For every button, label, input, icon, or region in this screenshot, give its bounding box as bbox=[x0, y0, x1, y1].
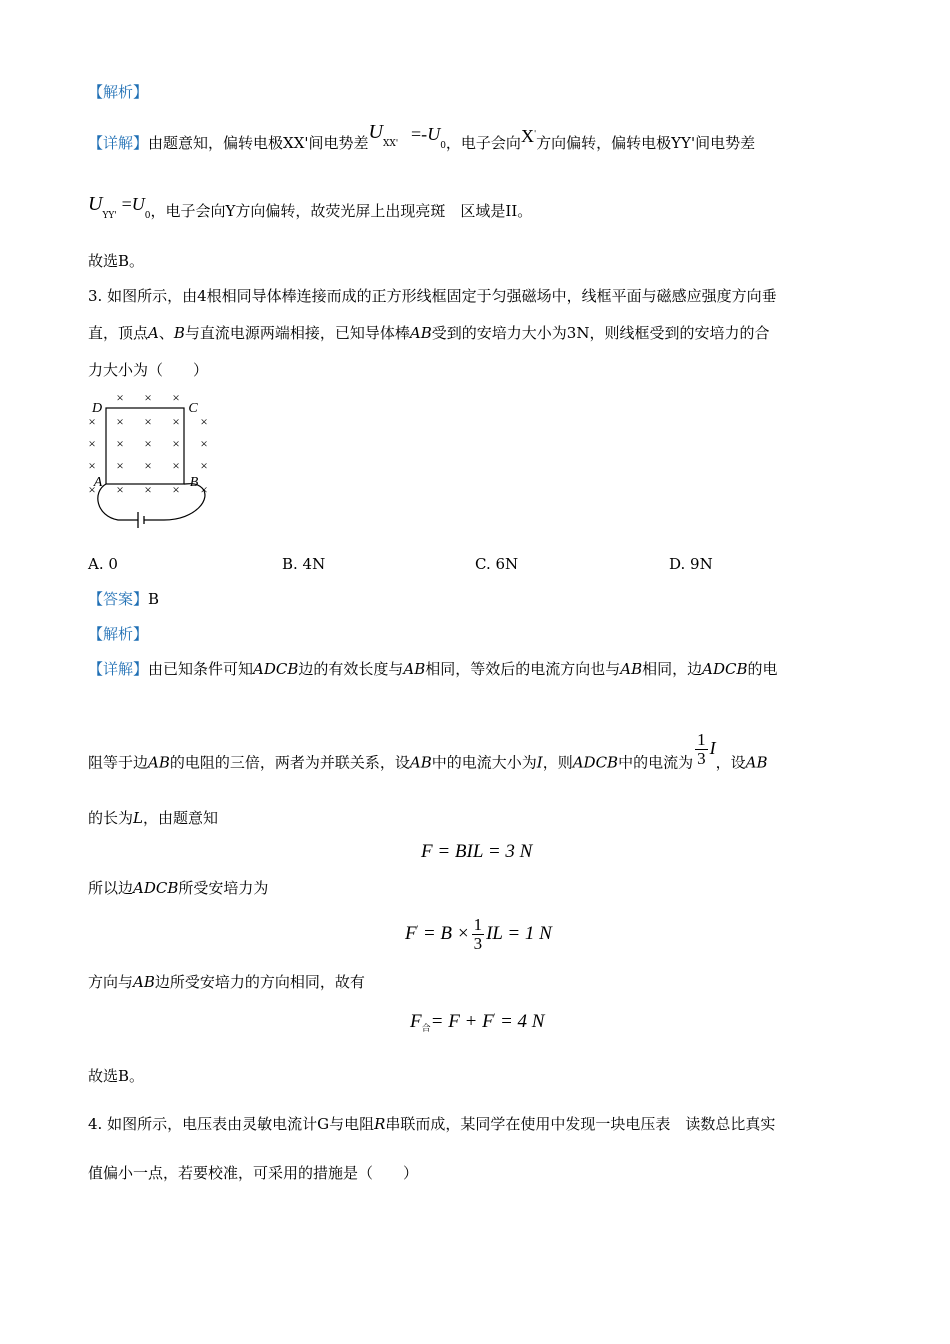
q3-detail-line2 bbox=[88, 730, 768, 782]
q2-detail-text: ，电子会向Y方向偏转，故荧光屏上出现亮斑 区域是II。 bbox=[150, 202, 533, 220]
q3-stem-line2 bbox=[88, 323, 769, 343]
text: = B × bbox=[422, 922, 470, 944]
text: 相同，边 bbox=[642, 660, 703, 678]
text: I bbox=[709, 737, 716, 758]
equation-2 bbox=[405, 916, 552, 953]
field-cross: × bbox=[200, 436, 208, 451]
option-b: B. 4N bbox=[282, 555, 326, 573]
math-sub: 0 bbox=[440, 141, 446, 151]
label-C: C bbox=[188, 401, 198, 416]
text: 直，顶点 bbox=[88, 324, 149, 342]
text: 串联而成，某同学在使用中发现一块电压表 读数总比真实 bbox=[385, 1115, 776, 1133]
text: 所受安培力为 bbox=[178, 879, 269, 897]
field-cross: × bbox=[116, 390, 124, 405]
text: 中的电流大小为 bbox=[431, 753, 537, 772]
text: 所以边 bbox=[88, 879, 134, 897]
field-cross: × bbox=[88, 458, 96, 473]
text: 由已知条件可知 bbox=[148, 660, 254, 678]
text: 、 bbox=[158, 324, 174, 342]
fraction-one-third bbox=[695, 731, 708, 768]
text: 的电阻的三倍，两者为并联关系，设 bbox=[169, 753, 410, 772]
math-sub: XX' bbox=[382, 139, 399, 149]
field-cross: × bbox=[200, 482, 208, 497]
field-cross: × bbox=[144, 414, 152, 429]
text: ADCB bbox=[702, 660, 748, 678]
text: L bbox=[133, 809, 143, 827]
text: 与直流电源两端相接，已知导体棒 bbox=[184, 324, 410, 342]
text: ADCB bbox=[253, 660, 299, 678]
q3-stem-line1: 3. 如图所示，由4根相同导体棒连接而成的正方形线框固定于匀强磁场中，线框平面与磁感应强度方向垂 bbox=[88, 287, 777, 305]
label-A: A bbox=[93, 475, 103, 490]
field-cross: × bbox=[116, 436, 124, 451]
field-cross: × bbox=[144, 436, 152, 451]
text: 方向与 bbox=[88, 973, 134, 991]
text: I bbox=[536, 753, 543, 772]
text: ADCB bbox=[572, 753, 619, 772]
q3-stem-line3: 力大小为（ ） bbox=[88, 361, 209, 379]
q2-detail-line1 bbox=[88, 121, 756, 160]
q3-detail-line3 bbox=[88, 808, 218, 828]
text: ' bbox=[493, 1012, 496, 1021]
text: 阻等于边 bbox=[88, 753, 149, 772]
text: ADCB bbox=[133, 879, 179, 897]
field-cross: × bbox=[172, 458, 180, 473]
field-cross: × bbox=[116, 458, 124, 473]
q3-answer bbox=[88, 589, 159, 609]
text: 合 bbox=[421, 1024, 431, 1034]
math-U: U bbox=[368, 121, 383, 143]
q2-detail-line2 bbox=[88, 193, 533, 228]
text: AB bbox=[409, 753, 432, 772]
math-sub: YY' bbox=[102, 211, 117, 221]
field-cross: × bbox=[144, 482, 152, 497]
text: AB bbox=[148, 753, 170, 772]
text: 受到的安培力大小为3N，则线框受到的安培力的合 bbox=[431, 324, 770, 342]
equation-3 bbox=[410, 1005, 544, 1041]
square-frame-figure bbox=[84, 388, 214, 536]
q3-conclusion: 故选B。 bbox=[88, 1067, 145, 1085]
text: R bbox=[374, 1115, 386, 1133]
frac-num: 1 bbox=[697, 730, 706, 749]
text: 边所受安培力的方向相同，故有 bbox=[154, 973, 365, 991]
detail-tag: 【详解】 bbox=[88, 134, 149, 152]
answer-value: B bbox=[148, 590, 160, 608]
field-cross: × bbox=[116, 414, 124, 429]
field-cross: × bbox=[172, 482, 180, 497]
frac-den: 3 bbox=[473, 934, 483, 953]
text: B bbox=[173, 324, 185, 342]
math-sub: 0 bbox=[144, 211, 151, 221]
math-U0: U bbox=[131, 194, 145, 214]
text: 的电 bbox=[747, 660, 778, 678]
field-cross: × bbox=[88, 482, 96, 497]
q3-text-before-eq2 bbox=[88, 878, 268, 898]
text: = F + F bbox=[430, 1011, 494, 1032]
q4-stem-line2: 值偏小一点，若要校准，可采用的措施是（ ） bbox=[88, 1164, 419, 1182]
option-c: C. 6N bbox=[475, 555, 519, 573]
math-eq: = bbox=[121, 194, 132, 214]
text: 中的电流为 bbox=[618, 753, 694, 772]
detail-tag: 【详解】 bbox=[88, 660, 149, 678]
field-cross: × bbox=[200, 458, 208, 473]
text: ，设 bbox=[715, 753, 746, 772]
field-cross: × bbox=[88, 414, 96, 429]
text: 的长为 bbox=[88, 809, 134, 827]
frac-den: 3 bbox=[697, 749, 706, 768]
text: A bbox=[148, 324, 159, 342]
text: ' bbox=[416, 923, 419, 933]
text: AB bbox=[133, 973, 155, 991]
text: F bbox=[410, 1011, 422, 1032]
equation-1: F = BIL = 3 N bbox=[421, 841, 533, 862]
option-d: D. 9N bbox=[669, 555, 713, 573]
analysis-tag: 【解析】 bbox=[88, 625, 149, 643]
field-cross: × bbox=[144, 390, 152, 405]
frac-num: 1 bbox=[473, 915, 483, 934]
label-D: D bbox=[91, 401, 103, 416]
math-sup: ' bbox=[533, 129, 537, 138]
label-B: B bbox=[189, 475, 199, 490]
text: AB bbox=[620, 660, 643, 678]
text: 4. 如图所示，电压表由灵敏电流计G与电阻 bbox=[88, 1115, 375, 1133]
field-cross: × bbox=[88, 436, 96, 451]
math-U0: U bbox=[427, 124, 441, 144]
text: AB bbox=[409, 324, 432, 342]
text: F bbox=[405, 922, 417, 944]
text: 边的有效长度与 bbox=[298, 660, 404, 678]
q4-stem-line1 bbox=[88, 1114, 775, 1134]
text: IL = 1 N bbox=[486, 922, 552, 944]
field-cross: × bbox=[172, 436, 180, 451]
q3-detail-line1 bbox=[88, 659, 778, 679]
fraction-one-third bbox=[472, 916, 485, 953]
q3-text-before-eq3 bbox=[88, 972, 365, 992]
q2-conclusion: 故选B。 bbox=[88, 252, 145, 270]
text: ，由题意知 bbox=[142, 809, 218, 827]
option-a: A. 0 bbox=[88, 555, 118, 573]
field-cross: × bbox=[144, 458, 152, 473]
text: ，则 bbox=[542, 753, 573, 772]
field-cross: × bbox=[200, 414, 208, 429]
q2-detail-text: 由题意知，偏转电极XX'间电势差 bbox=[148, 134, 369, 152]
text: AB bbox=[403, 660, 426, 678]
field-cross: × bbox=[172, 390, 180, 405]
text: = 4 N bbox=[499, 1011, 545, 1032]
math-X: X bbox=[520, 126, 534, 146]
text: AB bbox=[745, 753, 768, 772]
q2-detail-text: 方向偏转，偏转电极YY'间电势差 bbox=[536, 134, 756, 152]
field-cross: × bbox=[116, 482, 124, 497]
analysis-tag: 【解析】 bbox=[88, 83, 149, 101]
q2-detail-text: ，电子会向 bbox=[445, 134, 521, 152]
text: 相同，等效后的电流方向也与 bbox=[425, 660, 621, 678]
math-U: U bbox=[88, 193, 103, 215]
math-eq: =- bbox=[411, 124, 428, 144]
answer-tag: 【答案】 bbox=[88, 590, 149, 608]
field-cross: × bbox=[172, 414, 180, 429]
